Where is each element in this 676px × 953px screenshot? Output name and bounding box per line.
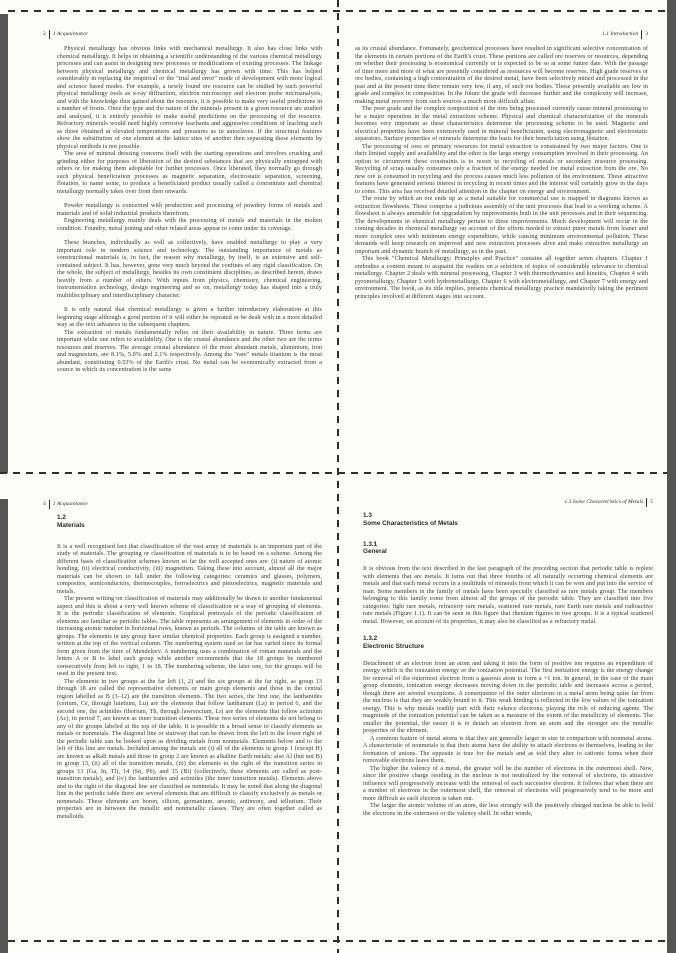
book-page-5 [355,498,653,817]
running-head-rule [49,500,50,509]
running-head [43,500,322,509]
paragraph: The higher the valency of a metal, the greater will be the number of electrons in the outermost shell. Now, since the positive charge residing in the nucleus is not neutralized by the removal of electrons, its attractive influence will progressively increase with the removal of each successive electron. It follows that when there are a number of electrons in the outermost shell, the removal of electrons will progressively tend to be more and more difficult as each electron is taken out. [363,764,653,802]
running-head [355,30,648,39]
paragraph: It is obvious from the text described in the last paragraph of the preceding section that periodic table is replete with elements that are metals. It turns out that three fourths of all naturally occurring chemical elements are metals and that each metal occurs in a multitude of minerals from which it can be won and put into the service of man. Some members in the family of metals have been specially classified as rare metals group. The members belonging to this family come from almost all the groups of the periodic table. They are classified into five categories: light rare metals, refractory rare metals, scattered rare metals, rare Earth rare metals and radioactive rare metals (Figure 1.1). It can be seen in this figure that rhenium figures in two groups. It is a typical scattered metal. However, on account of its properties, it may also be classified as a refractory metal. [363,565,653,625]
section-number: 1.3 [363,512,372,519]
section-heading [363,512,653,528]
subsection-heading [363,541,653,557]
paragraph: Engineering metallurgy mainly deals with the processing of metals and materials in the molten condition. Foundry, metal joining and other related areas appear to come under its coverage. [57,217,322,232]
section-heading [57,514,322,530]
subsection-number: 1.3.1 [363,540,378,548]
subsection-number: 1.3.2 [363,635,378,643]
paragraph: The route by which an ore ends up as a metal suitable for commercial use is mapped in diagrams known as extraction flowsheets. These comprise a judicious assembly of the unit processes that lead to a working scheme. A flowsheet is always amenable for upgradation by improvements both in the unit processes and in their sequencing. The developments in chemical metallurgy pertain to these improvements. Much development will occur in the coming decades in chemical metallurgy on account of the efforts needed to extract purer metals from leaner and more complex ores with minimum energy expenditure, while causing minimum environmental pollution. These demands will keep research on improved and new extraction processes alive and make extractive metallurgy an important and dynamic branch of metallurgy, as in the past. [355,195,648,255]
running-head-title: 1 Acquaintance [52,31,88,37]
paragraph: These branches, individually as well as collectively, have enabled metallurgy to play a very important role in modern science and technology. The outstanding importance of metals as constructional materials is, in fact, the reason why metallurgy, by itself, is an extensive and self-contained subject. It has, however, gone very much beyond the confines of any rigid classification. On the whole, the subject of metallurgy, besides its own constituent disciplines, as described herein, draws heavily from a number of others. With inputs from physics, chemistry, chemical engineering, instrumentation technology, design engineering and so on, metallurgy today has shaped into a truly multidisciplinary and interdisciplinary character. [57,239,322,299]
paragraph: It is only natural that chemical metallurgy is given a further introductory elaboration at this beginning stage although a good portion of it will either be repeated or be dealt with in a more detailed way as the text advances in the subsequent chapters. [57,306,322,328]
subsection-title: Electronic Structure [363,642,425,650]
section-number: 1.2 [57,514,66,521]
paragraph: This book "Chemical Metallurgy: Principles and Practice" contains all together seven chapters. Chapter 1 embodies a content meant to acquaint the readers on a selection of topics of considerable relevance to chemical metallurgy. Chapter 2 deals with mineral processing, Chapter 3 with thermodynamics and kinetics, Chapter 4 with pyrometallurgy, Chapter 5 with hydrometallurgy, Chapter 6 with electrometallurgy, and Chapter 7 with energy and environment. The book, as its title implies, presents chemical metallurgy practice mandatorily taking the pertinent principles involved at different stages into account. [355,255,648,300]
page-body [57,45,322,374]
page-body [57,514,322,820]
paper-edge-left [0,499,8,953]
paragraph: The extraction of metals fundamentally relies on their availability in nature. Three terms are important while one refers to availability. One is the crustal abundance and the other two are the terms resources and reserves. The average crustal abundance of the most abundant metals, aluminium, iron and magnesium, are 8.1%, 5.0% and 2.1% respectively. Among the "rare" metals titanium is the most abundant, constituting 0.53% of the Earth's crust. No metal can be economically extracted from a source in which its concentration is the same [57,328,322,373]
running-head-title: 1 Acquaintance [52,501,88,507]
book-page-2 [43,30,322,374]
paragraph: The larger the atomic volume of an atom, the less strongly will the positively charged nucleus be able to hold the electrons in the outermost or the valency shell. In other words, [363,802,653,817]
paragraph: A common feature of metal atoms is that they are generally larger in size in comparison with nonmetal atoms. A characteristic of nonmetals is that their atoms have the ability to attach electrons to themselves, leading to the formation of anions. The opposite is true for the metals and as told they alter to cationic forms when their removable electrons leave them. [363,734,653,765]
running-head [43,30,322,39]
book-page-4 [43,500,322,820]
fold-mark-horizontal [0,472,667,474]
paragraph: as its crustal abundance. Fortunately, geochemical processes have resulted in significant selective concentration of the elements in certain portions of the Earth's crust. These portions are called ore reserves or resources, depending on whether their processing is economical currently or is expected to be so at some future date. With the passage of time more and more of what are presently considered as resources will become reserves. High grade reserves or ore bodies, containing a high concentration of the desired metal, have been selectively mined and processed in the past and at the present time there remain very few, if any, of such ore bodies. Those presently available are low in grade and complex in composition. In the future the grade will decrease further and the complexity will increase, making metal recovery from such sources a much more difficult affair. [355,45,648,105]
running-head-rule [49,30,50,39]
paragraph: The elements in two groups at the far left (1, 2) and the six groups at the far right, as group 13 through 18 are called the representative elements or main group elements and those in the central region labelled as B (3–12) are the transition elements. The two series, the first one, the lanthanides (cerium, Ce, through lutetium, Lu) are the elements that follow lanthanum (La) in period 6, and the second one, the actinides (thorium, Th, through lawrencium, Lr) are the elements that follow actinium (Ac), in period 7, are known as inner transition elements. These two series of elements do not belong to any of the groups labeled at the top of the table. It is possible in a broad sense to classify elements as metals or nonmetals. The diagonal line or stairway that can be drawn from the left to the lower right of the periodic table can be looked upon as dividing metals from nonmetals. Elements below and to the left of this line are metals. Included among the metals are (i) all of the elements in group 1 (except H) are known as alkali metals and those in group 2 are known as alkaline Earth metals; also Al (but not B) in group 13, (ii) all of the transition metals, (iii) the elements to the right of the transition series in groups 13 (Ga, In, Tl), 14 (Sn, Pb), and 15 (Bi) (collectively, these elements are called as post-transition metals), and (iv) the lanthanides and actinides (the inner transition metals). Elements above and to the right of the diagonal line are classified as nonmetals. It may be noted that along the diagonal line in the periodic table there are several elements that are difficult to classify exclusively as metals or nonmetals. These elements are boron, silicon, germanium, arsenic, antimony, and tellurium. Their properties are in between the metallic and nonmetallic classes. They are often together called as metalloids. [57,677,322,820]
paragraph: The area of mineral dressing concerns itself with the starting operations and involves crushing and grinding either for purposes of liberation of the desired substances that are physically entrapped with others or for making them adoptable for further processes. Once liberated, they normally go through such physical beneficiation processes as magnetic separation, electrostatic separation, screening, flotation, to name some, to produce a beneficiated product usually called a concentrate and chemical metallurgy normally takes over from then onwards. [57,150,322,195]
paragraph: Physical metallurgy has obvious links with mechanical metallurgy. It also has close links with chemical metallurgy. It helps in obtaining a scientific understanding of the various chemical metallurgy processes and can assist in designing new processes or modifications of existing processes. The linkage between physical metallurgy and chemical metallurgy has grown with time. This has helped considerably in replacing the empirical or the "trial and error" mode of development with more logical and science based modes. For example, a newly found ore resource can be studied by such powerful physical metallurgy tools as x-ray diffraction, electron microscopy and electron probe microanalysis, and with the knowledge thus gained about the resource, it is possible to make very useful predictions in a number of fronts. Once the type and the nature of the minerals present in a given resource are studied and analysed, it is entirely possible to make useful predictions on the processing of the resource. Refractory minerals would need highly corrosive leachants and aggressive conditions of leaching such as those obtained at elevated temperatures and pressures as in autoclaves. If the structural features show the substitution of one element at the lattice sites of another then separating these elements by physical methods is not possible. [57,45,322,150]
paragraph: The poor grade and the complex composition of the ores being processed currently cause mineral processing to be a major operation in the metal extraction scheme. Physical and chemical characterization of the minerals becomes very important as these characteristics determine the processing scheme to be used. Magnetic and electrical properties have been extensively used in mineral beneficiation, using electromagnetic and electrostatic separators. Surface properties of minerals determine the basis for their beneficiation using flotation. [355,105,648,142]
running-head [355,498,653,507]
running-head-title: 1.3 Some Characteristics of Metals [564,499,644,505]
page-body [363,512,653,817]
running-head-rule [646,498,647,507]
running-head-title: 1.1 Introduction [602,31,639,37]
section-title: Some Characteristics of Metals [363,519,458,527]
subsection-heading [363,635,653,651]
page-number: 4 [43,501,46,507]
paragraph: The processing of ores or primary resources for metal extraction is constrained by two major factors. One is their limited supply and availability and the other is the large energy consumption involved in their processing. An option to circumvent these constraints is to resort to recycling of metals or secondary resource processing. Recycling of scrap usually consumes only a fraction of the energy needed for metal extraction from the ore. No new ore is consumed in recycling and the process causes much less pollution of the environment. These attractive features have generated serious interest in recycling in recent times and the interest will certainly grow in the days to come. This area has received detailed attention in the chapter on energy and environment. [355,142,648,195]
running-head-rule [641,30,642,39]
book-page-3 [355,30,648,300]
subsection-title: General [363,548,387,556]
page-number: 3 [645,31,648,37]
paragraph: It is a well recognised fact that classification of the vast array of materials is an important part of the study of materials. The grouping or classification of materials is to be based on a scheme. Among the different basis of classification schemes known so far the well accepted ones are: (i) nature of atomic bonding, (ii) electrical conductivity, (iii) magnetism. Taking these into account, almost all the major materials can be shown to fall under the following categories: ceramics and glasses, polymers, composites, semiconductors, thermocouples, ferroelectrics and piezoelectrics, magnetic materials and metals. [57,542,322,595]
paragraph: Powder metallurgy is concerned with production and processing of powdery forms of metals and materials and of solid industrial products therefrom. [57,202,322,217]
fold-mark-vertical [337,0,339,953]
paper-edge-left [0,14,8,473]
page-number: 2 [43,31,46,37]
page-number: 5 [650,499,653,505]
section-title: Materials [57,521,85,529]
paper-edge-right [667,0,676,953]
paragraph: Detachment of an electron from an atom and taking it into the form of positive ion requires an expenditure of energy which is the ionization energy or the ionization potential. The first ionization energy is the energy change for removal of the outermost electron from a gaseous atom to form a +1 ion. In general, in the case of the main group elements, ionization energy decreases moving down in the periodic table and increases across a period, though there are several exceptions. A consequence of the outer electrons in a metal atom being quite far from the nucleus is that they are weakly bound to it. This weak binding is reflected in the low values of the ionization energy. This is why metals readily part with their valence electrons, playing the role of reducing agents. The magnitude of the ionization potential can be taken as a measure of the extent of the metallicity of elements. The smaller the potential, the easier it is to detach an electron from an atom and the stronger are the metallic properties of the element. [363,659,653,735]
page-body [355,45,648,300]
paragraph: The present writing on classification of materials may additionally be drawn to another fundamental aspect and this is about a very well known scheme of classification or a way of grouping of elements. It is the periodic classification of elements. Graphical portrayals of the periodic classification of elements are familiar as periodic tables. The table represents an arrangement of elements in order of the increasing atomic number in horizontal rows, known as periods. The columns of the table are known as groups. The elements in any group have similar chemical properties. Each group is assigned a number, written at the top of the vertical column. The numbering system used so far has varied since its formal form given from the time of Mendeleev. A numbering uses a combination of roman numerals and the letters A or B to label each group while another recommends that the 18 groups be numbered consecutively from left to right, 1 to 18. The numbering scheme, the later one, for the groups will be used in the present text. [57,595,322,678]
